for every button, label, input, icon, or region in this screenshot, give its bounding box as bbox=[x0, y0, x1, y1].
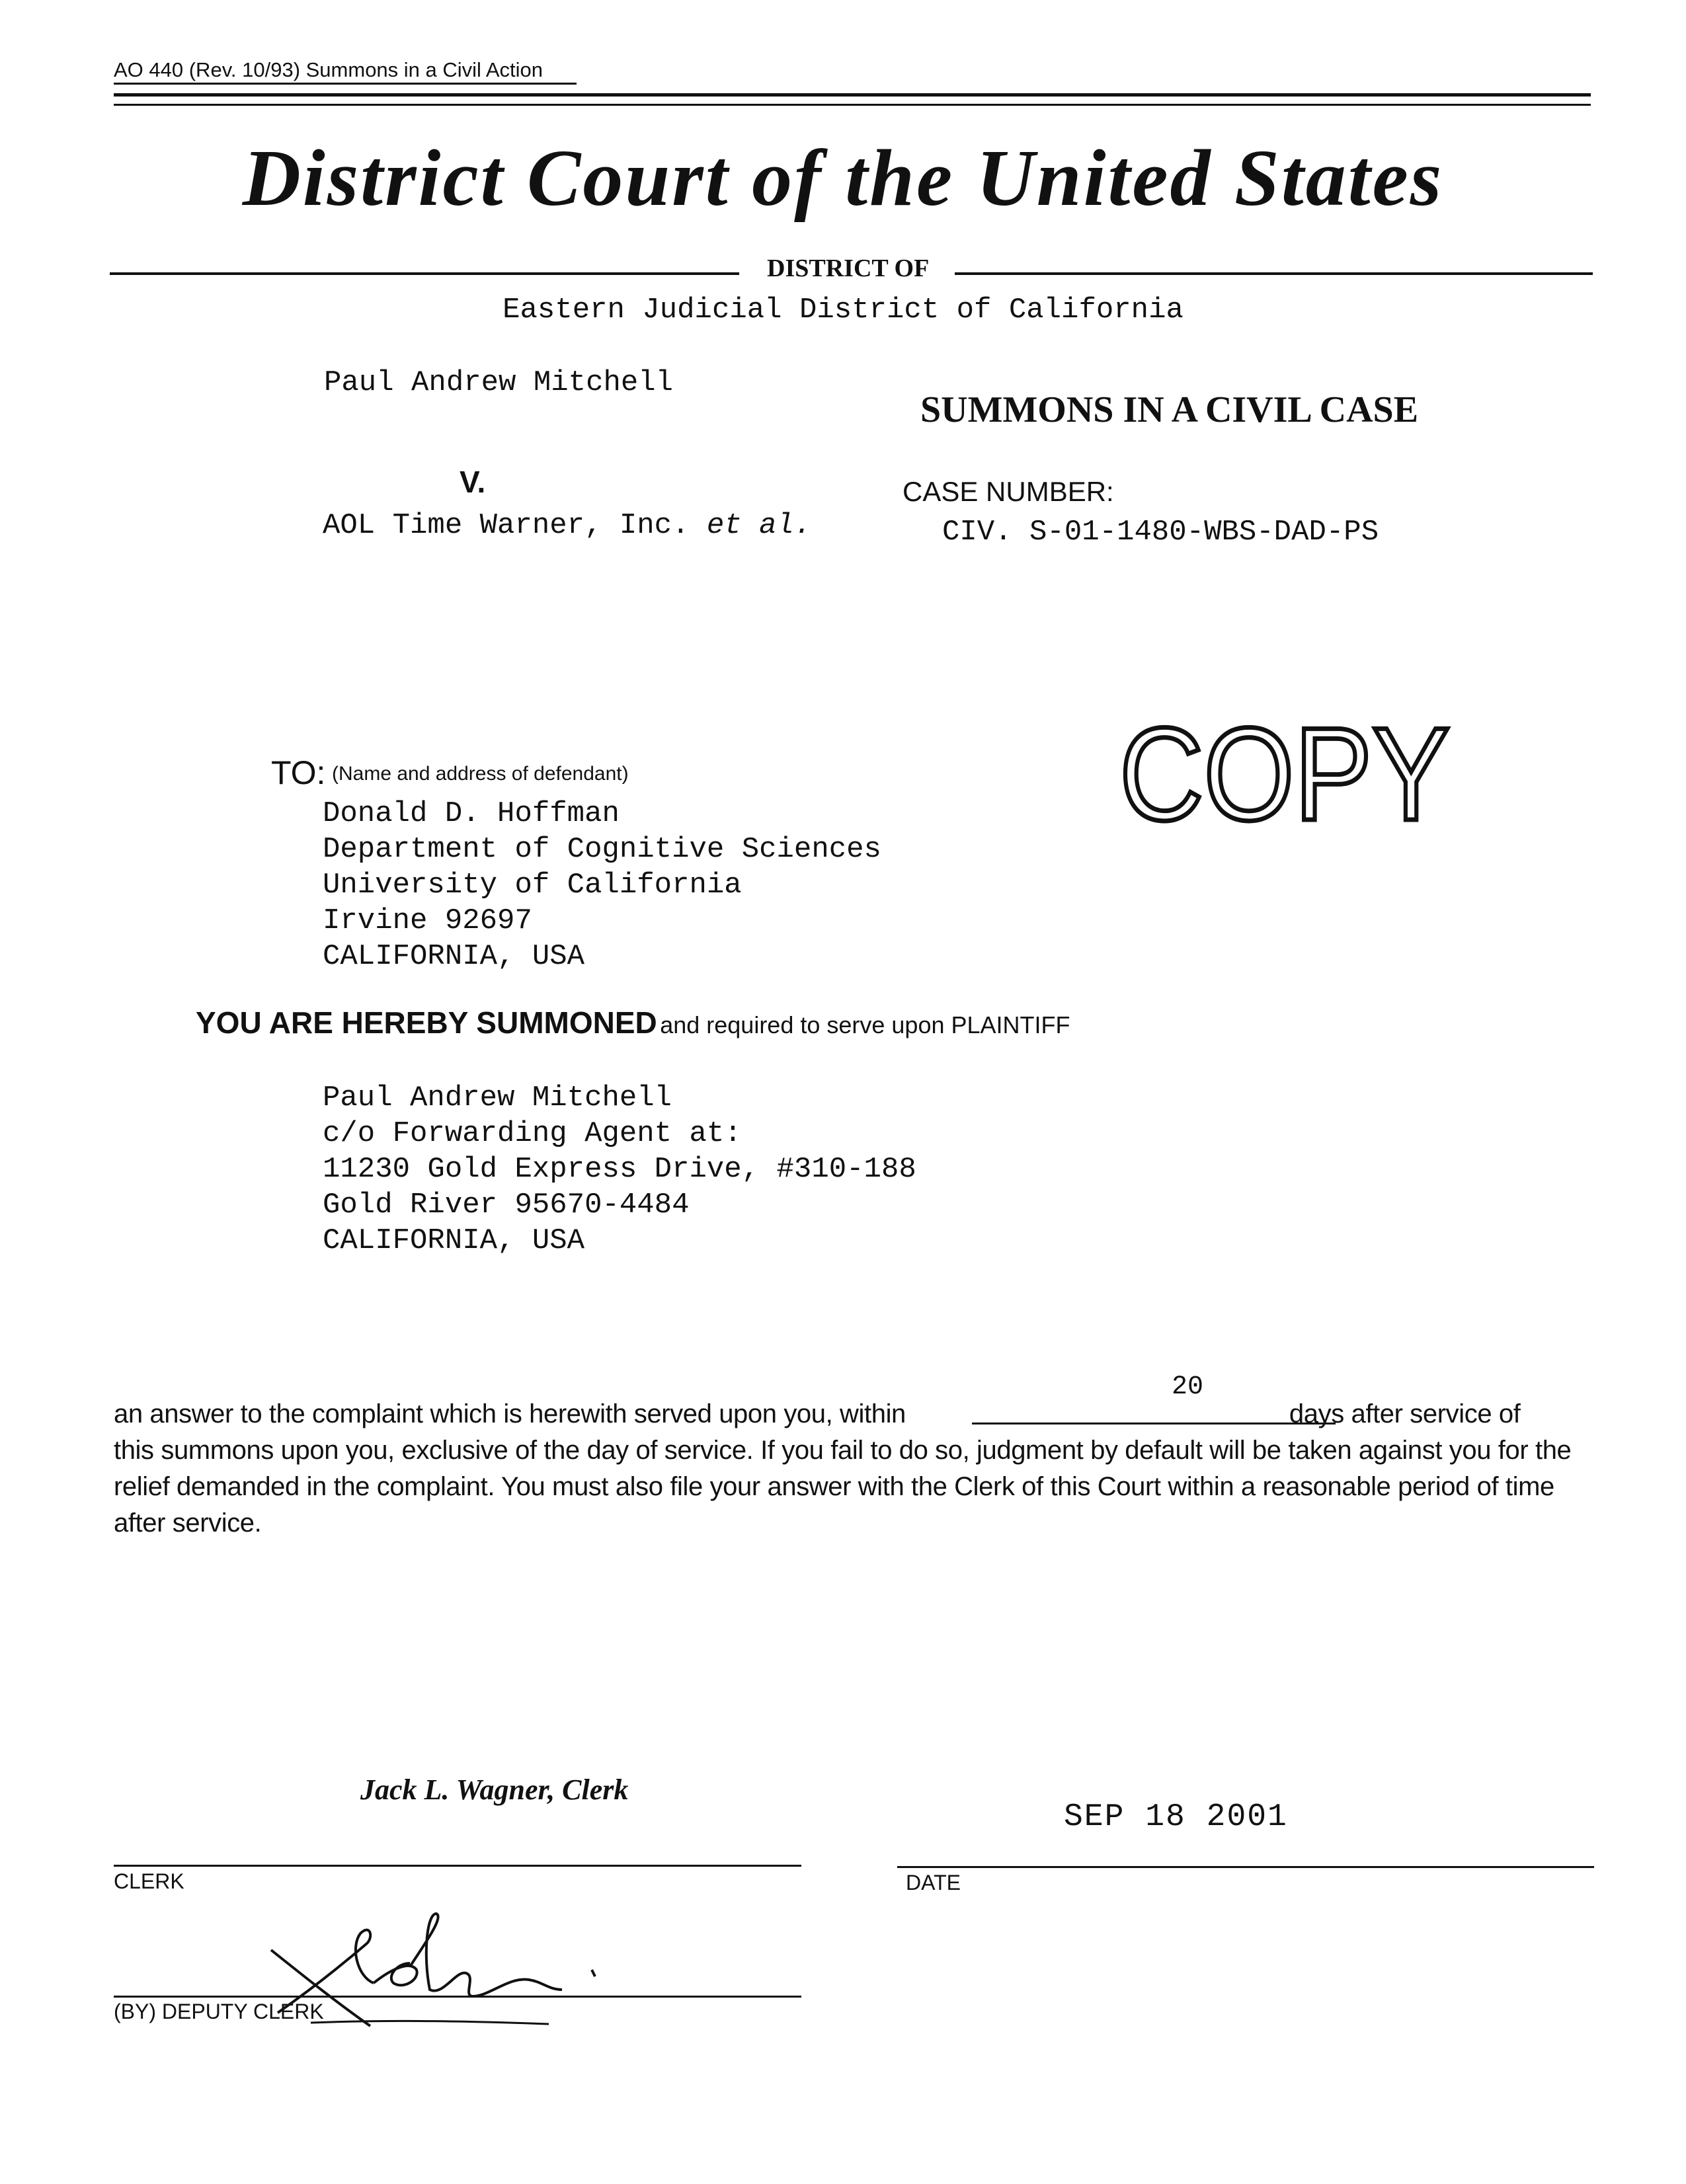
answer-text-after: days after service of bbox=[1289, 1399, 1521, 1428]
date-line bbox=[897, 1866, 1594, 1868]
defendant-caption bbox=[323, 509, 811, 542]
court-title: District Court of the United States bbox=[242, 134, 1444, 223]
answer-text-before: an answer to the complaint which is herewith served upon you, within bbox=[114, 1399, 906, 1428]
summoned-rest: and required to serve upon PLAINTIFF bbox=[660, 1011, 1070, 1038]
address-line: Paul Andrew Mitchell bbox=[323, 1081, 672, 1114]
defendant-et-al: et al. bbox=[706, 509, 812, 542]
defendant-address bbox=[323, 796, 881, 974]
address-line: Irvine 92697 bbox=[323, 904, 532, 937]
plaintiff-address bbox=[323, 1080, 916, 1259]
answer-text-rest: this summons upon you, exclusive of the day of service. If you fail to do so, judgment by default will be taken against you for the relief demanded in the complaint. You must also file your answer with the Clerk of this Court within a reasonable period of time after service. bbox=[114, 1436, 1572, 1538]
to-label: TO: bbox=[271, 754, 326, 791]
deputy-clerk-line bbox=[114, 1996, 801, 1998]
clerk-label: CLERK bbox=[114, 1869, 184, 1893]
address-line: Gold River 95670-4484 bbox=[323, 1189, 690, 1222]
deputy-clerk-label: (BY) DEPUTY CLERK bbox=[114, 2000, 324, 2023]
copy-stamp bbox=[1116, 701, 1453, 848]
form-identifier-underline bbox=[114, 83, 577, 85]
date-stamp: SEP 18 2001 bbox=[1064, 1799, 1288, 1835]
district-right-line bbox=[955, 272, 1593, 275]
district-of-label: DISTRICT OF bbox=[767, 254, 930, 282]
to-note: (Name and address of defendant) bbox=[332, 763, 629, 785]
address-line: 11230 Gold Express Drive, #310-188 bbox=[323, 1153, 916, 1186]
versus-label: V. bbox=[460, 465, 486, 499]
case-number: CIV. S-01-1480-WBS-DAD-PS bbox=[942, 516, 1379, 549]
case-number-label: CASE NUMBER: bbox=[903, 476, 1114, 507]
district-name: Eastern Judicial District of California bbox=[502, 293, 1184, 327]
address-line: Donald D. Hoffman bbox=[323, 797, 620, 830]
form-identifier: AO 440 (Rev. 10/93) Summons in a Civil Action bbox=[114, 58, 543, 81]
clerk-name-stamp: Jack L. Wagner, Clerk bbox=[360, 1774, 629, 1806]
address-line: Department of Cognitive Sciences bbox=[323, 833, 881, 866]
clerk-line bbox=[114, 1865, 801, 1867]
days-value: 20 bbox=[1172, 1372, 1204, 1402]
answer-paragraph bbox=[114, 1396, 1595, 1541]
answer-first-line bbox=[114, 1396, 1595, 1432]
header-rule-thick bbox=[114, 93, 1591, 97]
summoned-bold: YOU ARE HEREBY SUMMONED bbox=[196, 1005, 657, 1040]
address-line: CALIFORNIA, USA bbox=[323, 940, 585, 973]
address-line: CALIFORNIA, USA bbox=[323, 1224, 585, 1257]
district-left-line bbox=[110, 272, 739, 275]
summoned-statement bbox=[196, 1005, 1070, 1040]
address-line: c/o Forwarding Agent at: bbox=[323, 1117, 742, 1150]
summons-heading: SUMMONS IN A CIVIL CASE bbox=[920, 389, 1419, 430]
date-label: DATE bbox=[906, 1871, 961, 1894]
copy-stamp-text: COPY bbox=[1119, 701, 1450, 848]
address-line: University of California bbox=[323, 869, 742, 902]
plaintiff-name: Paul Andrew Mitchell bbox=[324, 366, 674, 399]
defendant-name: AOL Time Warner, Inc. bbox=[323, 509, 690, 542]
header-rule-thin bbox=[114, 104, 1591, 106]
